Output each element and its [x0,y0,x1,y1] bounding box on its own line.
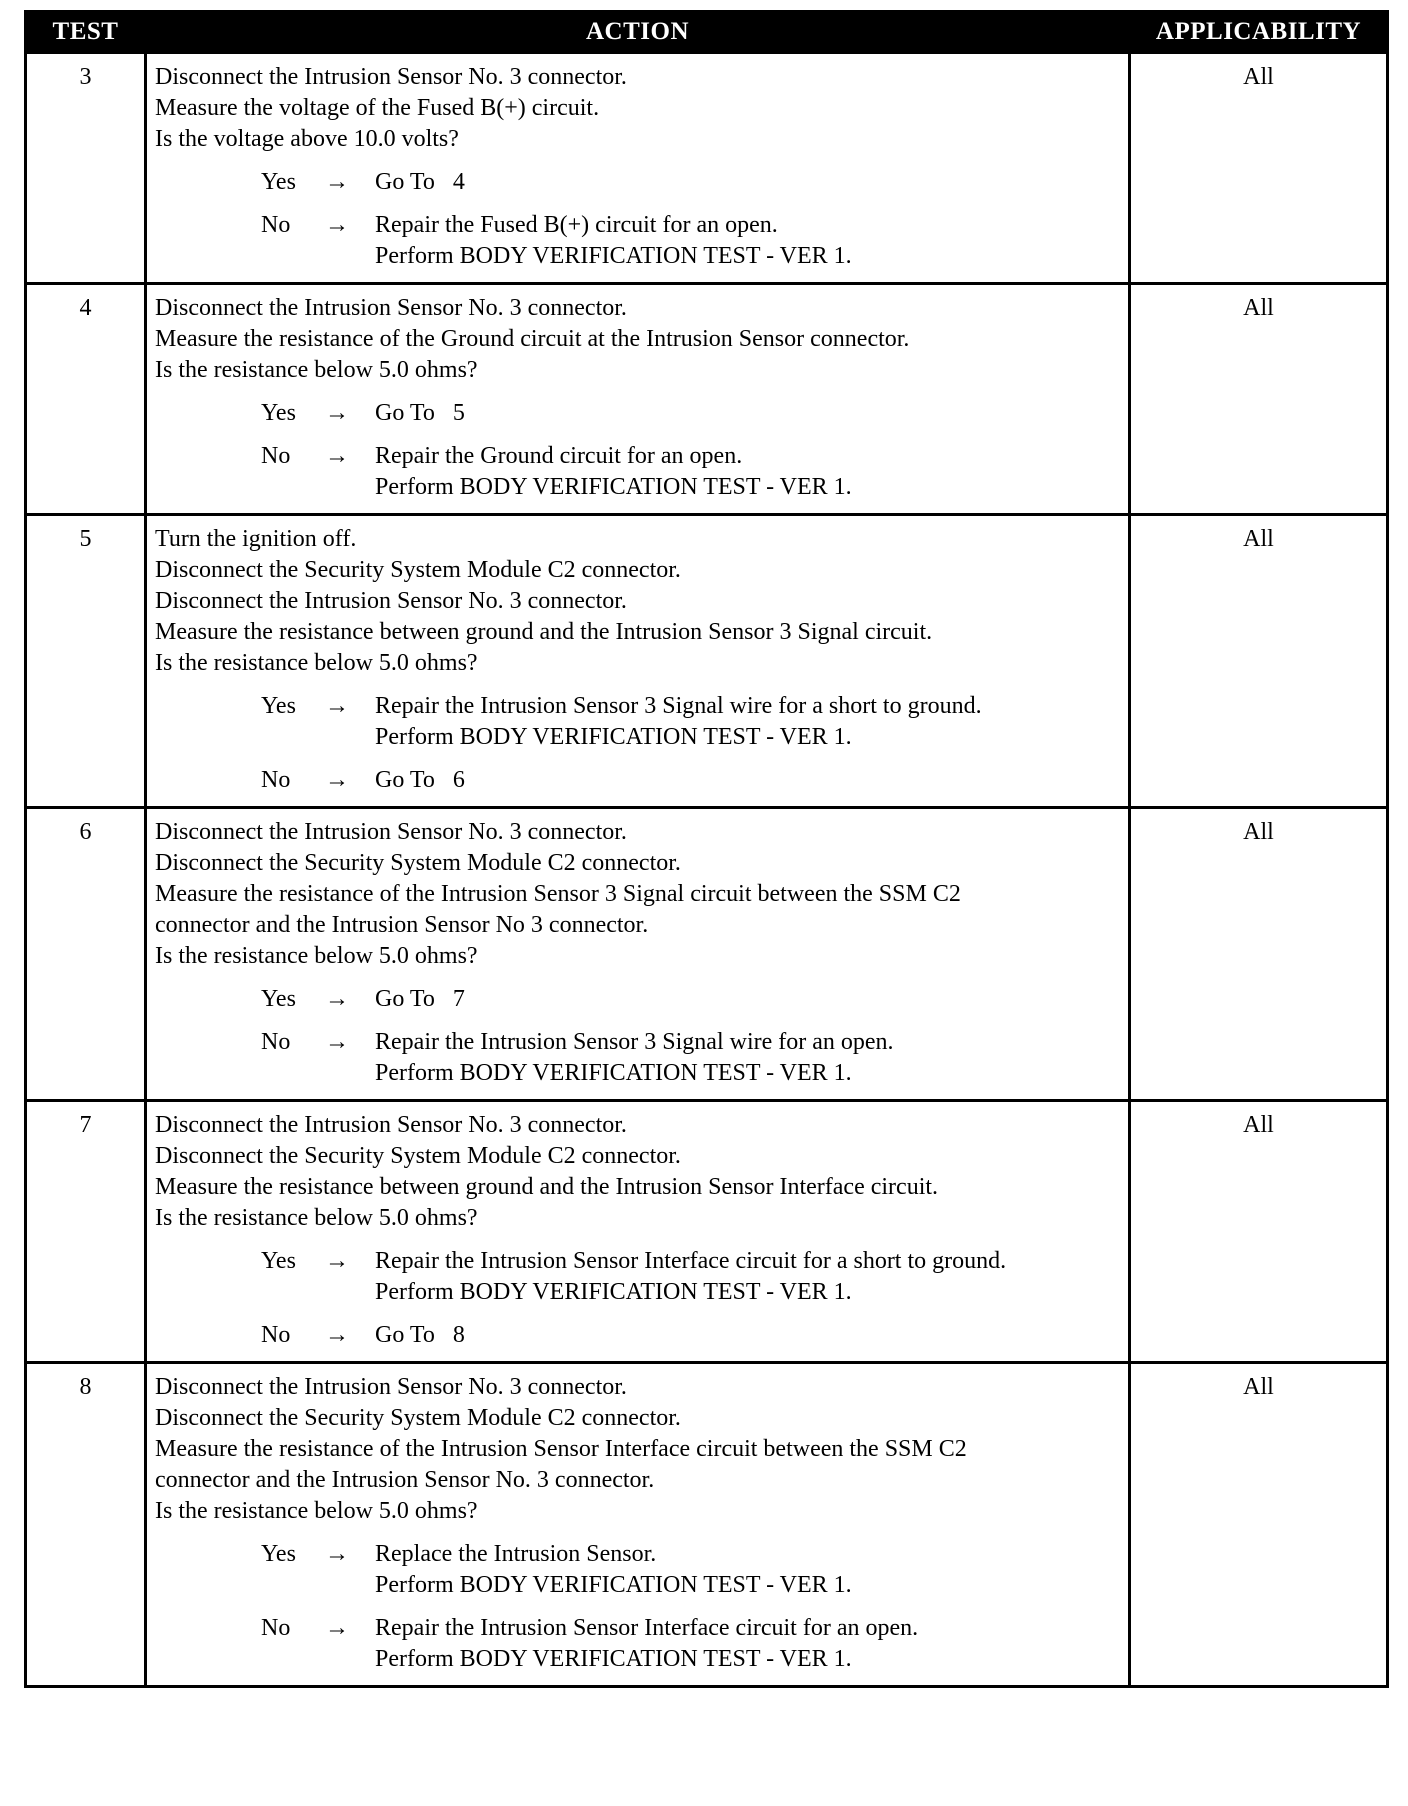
no-label: No [261,443,291,469]
action-step: Disconnect the Intrusion Sensor No. 3 connector. [155,1112,627,1138]
yes-outcome [155,1246,1120,1308]
arrow-icon: → [325,767,349,793]
table-row [26,53,1388,284]
no-result [375,210,1120,272]
test-number: 4 [26,284,146,515]
no-outcome [155,1613,1120,1675]
no-result [375,441,1120,503]
action-step: Measure the resistance between ground and the Intrusion Sensor 3 Signal circuit. [155,619,933,645]
no-result [375,1027,1120,1089]
result-line: Go To 5 [375,400,465,426]
table-header-row [26,12,1388,53]
action-step: connector and the Intrusion Sensor No. 3 connector. [155,1467,655,1493]
action-step: Is the resistance below 5.0 ohms? [155,357,478,383]
table-body [26,53,1388,1687]
no-label: No [261,212,291,238]
action-step: Measure the resistance of the Ground circuit at the Intrusion Sensor connector. [155,326,910,352]
no-label: No [261,767,291,793]
table-row [26,1363,1388,1687]
arrow-icon: → [325,212,349,238]
test-number: 5 [26,515,146,808]
result-line: Repair the Intrusion Sensor 3 Signal wire for a short to ground. [375,693,982,719]
yes-result [375,984,1120,1015]
yes-outcome [155,398,1120,429]
action-step: Disconnect the Security System Module C2 connector. [155,1405,681,1431]
action-cell [146,515,1130,808]
action-cell [146,284,1130,515]
applicability-value: All [1130,515,1388,808]
yes-label: Yes [261,1248,296,1274]
table-row [26,515,1388,808]
arrow-icon: → [325,1322,349,1348]
arrow-icon: → [325,986,349,1012]
action-step: Disconnect the Security System Module C2 connector. [155,557,681,583]
action-column-header: ACTION [146,12,1130,53]
no-outcome [155,1027,1120,1089]
action-step: Disconnect the Intrusion Sensor No. 3 connector. [155,1374,627,1400]
no-result [375,1613,1120,1675]
arrow-icon: → [325,693,349,719]
table-row [26,1101,1388,1363]
test-column-header: TEST [26,12,146,53]
arrow-icon: → [325,1029,349,1055]
arrow-icon: → [325,443,349,469]
action-step: Measure the resistance of the Intrusion Sensor 3 Signal circuit between the SSM C2 [155,881,961,907]
applicability-value: All [1130,53,1388,284]
yes-outcome [155,1539,1120,1601]
table-row [26,284,1388,515]
action-step: Is the resistance below 5.0 ohms? [155,1498,478,1524]
result-line: Go To 7 [375,986,465,1012]
yes-label: Yes [261,1541,296,1567]
action-cell [146,1101,1130,1363]
result-line: Repair the Intrusion Sensor Interface circuit for an open. [375,1615,919,1641]
arrow-icon: → [325,1541,349,1567]
result-line: Repair the Ground circuit for an open. [375,443,743,469]
action-step: Disconnect the Intrusion Sensor No. 3 connector. [155,64,627,90]
applicability-value: All [1130,1363,1388,1687]
arrow-icon: → [325,1248,349,1274]
result-line: Go To 6 [375,767,465,793]
test-number: 8 [26,1363,146,1687]
action-step: Disconnect the Security System Module C2 connector. [155,850,681,876]
result-line: Go To 4 [375,169,465,195]
arrow-icon: → [325,169,349,195]
diagnostic-test-table [24,10,1389,1688]
result-line: Perform BODY VERIFICATION TEST - VER 1. [375,474,852,500]
action-cell [146,53,1130,284]
yes-label: Yes [261,169,296,195]
result-line: Perform BODY VERIFICATION TEST - VER 1. [375,1279,852,1305]
result-line: Perform BODY VERIFICATION TEST - VER 1. [375,1572,852,1598]
diagnostic-test-sheet [24,10,1386,1688]
applicability-column-header: APPLICABILITY [1130,12,1388,53]
test-number: 7 [26,1101,146,1363]
result-line: Repair the Intrusion Sensor Interface circuit for a short to ground. [375,1248,1007,1274]
yes-result [375,691,1120,753]
no-label: No [261,1322,291,1348]
result-line: Perform BODY VERIFICATION TEST - VER 1. [375,1060,852,1086]
yes-result [375,398,1120,429]
yes-result [375,1246,1120,1308]
action-step: Measure the resistance between ground and the Intrusion Sensor Interface circuit. [155,1174,939,1200]
applicability-value: All [1130,808,1388,1101]
result-line: Repair the Fused B(+) circuit for an open. [375,212,778,238]
no-result [375,765,1120,796]
yes-result [375,167,1120,198]
applicability-value: All [1130,284,1388,515]
yes-label: Yes [261,986,296,1012]
action-step: Disconnect the Intrusion Sensor No. 3 connector. [155,819,627,845]
action-step: Disconnect the Security System Module C2 connector. [155,1143,681,1169]
action-step: Measure the voltage of the Fused B(+) circuit. [155,95,600,121]
action-cell [146,1363,1130,1687]
yes-outcome [155,984,1120,1015]
yes-label: Yes [261,693,296,719]
result-line: Go To 8 [375,1322,465,1348]
arrow-icon: → [325,1615,349,1641]
yes-result [375,1539,1120,1601]
result-line: Repair the Intrusion Sensor 3 Signal wire for an open. [375,1029,894,1055]
no-result [375,1320,1120,1351]
yes-label: Yes [261,400,296,426]
test-number: 6 [26,808,146,1101]
yes-outcome [155,691,1120,753]
result-line: Perform BODY VERIFICATION TEST - VER 1. [375,724,852,750]
no-outcome [155,1320,1120,1351]
result-line: Perform BODY VERIFICATION TEST - VER 1. [375,1646,852,1672]
no-label: No [261,1029,291,1055]
action-step: Is the resistance below 5.0 ohms? [155,650,478,676]
action-step: Disconnect the Intrusion Sensor No. 3 connector. [155,295,627,321]
test-number: 3 [26,53,146,284]
action-step: Measure the resistance of the Intrusion Sensor Interface circuit between the SSM C2 [155,1436,967,1462]
result-line: Replace the Intrusion Sensor. [375,1541,657,1567]
action-step: Is the resistance below 5.0 ohms? [155,1205,478,1231]
no-outcome [155,210,1120,272]
no-outcome [155,441,1120,503]
result-line: Perform BODY VERIFICATION TEST - VER 1. [375,243,852,269]
arrow-icon: → [325,400,349,426]
action-step: Is the resistance below 5.0 ohms? [155,943,478,969]
action-step: connector and the Intrusion Sensor No 3 connector. [155,912,649,938]
no-outcome [155,765,1120,796]
action-step: Turn the ignition off. [155,526,357,552]
no-label: No [261,1615,291,1641]
yes-outcome [155,167,1120,198]
applicability-value: All [1130,1101,1388,1363]
action-step: Disconnect the Intrusion Sensor No. 3 connector. [155,588,627,614]
action-cell [146,808,1130,1101]
table-row [26,808,1388,1101]
action-step: Is the voltage above 10.0 volts? [155,126,459,152]
